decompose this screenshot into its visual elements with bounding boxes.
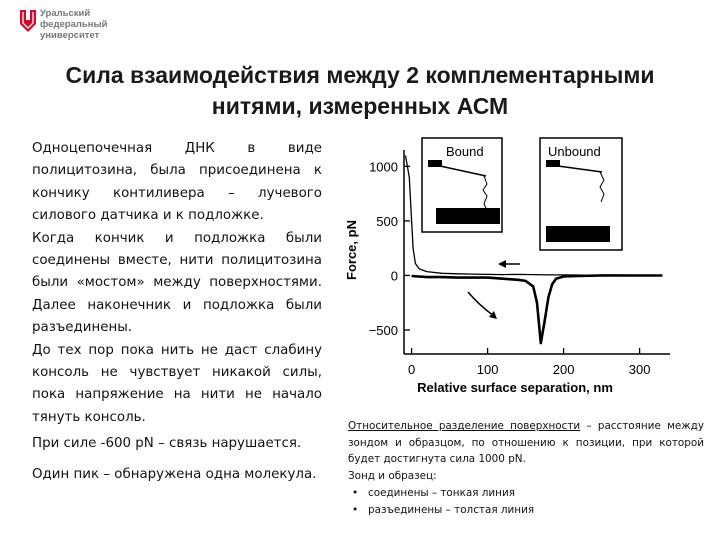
unbound-label: Unbound: [548, 144, 601, 159]
logo-line-2: федеральный: [40, 19, 108, 30]
y-tick-label: 500: [376, 213, 398, 229]
paragraph-2: Когда кончик и подложка были соединены вместе, нити полицитозина были «мостом» между поверхностями. Далее наконечник и подложка были разъединены.: [32, 230, 322, 336]
list-item: • разъединены – толстая линия: [348, 502, 704, 519]
x-tick-label: 200: [552, 362, 575, 377]
list-item: • соединены – тонкая линия: [348, 485, 704, 502]
approach-arrow-icon: [498, 260, 520, 268]
title-line-2: нитями, измеренных АСМ: [211, 93, 509, 119]
cantilever-base-icon: [546, 160, 560, 167]
y-tick-label: 0: [390, 268, 398, 284]
unbound-inset: [540, 138, 622, 250]
logo-line-1: Уральский: [40, 8, 91, 19]
caption-definition: – расстояние между зондом и образцом, по отношению к позиции, при которой будет достигнута сила 1000 pN.: [348, 420, 704, 466]
paragraph-5: Один пик – обнаружена одна молекула.: [32, 466, 317, 482]
university-logo: [20, 8, 130, 42]
caption-term: Относительное разделение поверхности: [348, 420, 581, 432]
body-text: [32, 138, 322, 486]
x-axis-label: Relative surface separation, nm: [417, 380, 613, 395]
bound-inset: [422, 138, 502, 232]
cantilever-base-icon: [428, 160, 442, 167]
logo-text: [40, 8, 107, 41]
x-tick-label: 300: [628, 362, 651, 377]
y-tick-label: −500: [368, 323, 398, 338]
bound-label: Bound: [446, 144, 484, 159]
title-line-1: Сила взаимодействия между 2 комплементарными: [65, 62, 655, 88]
x-tick-label: 0: [407, 362, 416, 377]
paragraph-4: При силе -600 pN – связь нарушается.: [32, 436, 302, 452]
caption-list: [348, 485, 704, 518]
paragraph-1: Одноцепочечная ДНК в виде полицитозина, была присоединена к кончику контиливера – лучевого силового датчика и к подложке.: [32, 141, 322, 224]
logo-line-3: университет: [40, 30, 100, 41]
y-tick-label: 1000: [369, 159, 398, 175]
slide-title: [20, 60, 700, 122]
substrate-icon: [436, 208, 500, 224]
caption-subheading: Зонд и образец:: [348, 470, 437, 483]
retraction-arrow-icon: [468, 292, 497, 319]
force-curve-figure: [340, 132, 720, 412]
figure-caption: [348, 418, 704, 518]
y-axis-label: Force, pN: [344, 220, 359, 280]
x-tick-label: 100: [476, 362, 499, 377]
substrate-icon: [546, 226, 610, 242]
ural-university-emblem-icon: [20, 10, 36, 32]
paragraph-3: До тех пор пока нить не даст слабину консоль не чувствует никакой силы, пока напряжение на нити не начало тянуть консоль.: [32, 342, 322, 425]
retraction-series-line: [412, 276, 663, 344]
